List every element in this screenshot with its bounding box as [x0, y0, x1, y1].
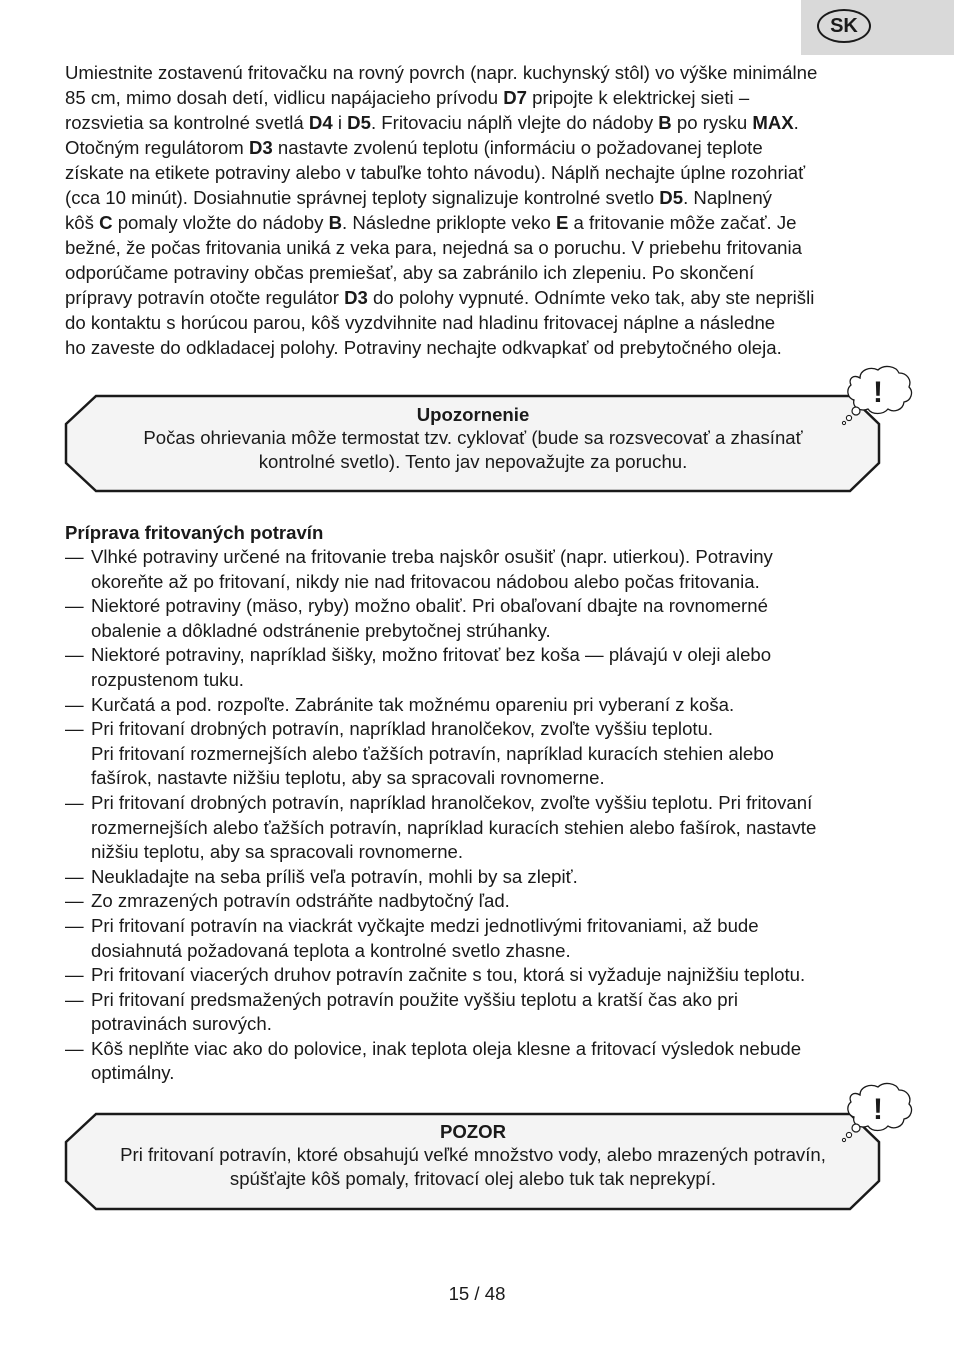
intro-line: [65, 85, 915, 110]
list-item-line: okoreňte až po fritovaní, nikdy nie nad fritovacou nádobou alebo počas fritovania.: [91, 570, 760, 592]
text-run: pomaly vložte do nádoby: [112, 212, 329, 233]
bold-reference: D5: [347, 112, 371, 133]
notice-text: [64, 426, 882, 474]
intro-line: [65, 60, 915, 85]
text-run: odporúčame potraviny občas premiešať, aby sa zabránilo ich zlepeniu. Po skončení: [65, 262, 755, 283]
list-item-line: rozpustenom tuku.: [91, 668, 244, 690]
bold-reference: D3: [248, 137, 273, 158]
list-item-line: Niektoré potraviny, napríklad šišky, možno fritovať bez koša — plávajú v oleji alebo: [91, 644, 772, 666]
list-item-line: Pri fritovaní rozmernejších alebo ťažších potravín, napríklad kuracích stehien alebo: [91, 742, 774, 764]
list-item-line: Neukladajte na seba príliš veľa potravín, mohli by sa zlepiť.: [91, 865, 578, 887]
dash-marker: —: [65, 914, 84, 936]
text-run: pripojte k elektrickej sieti –: [527, 87, 750, 108]
text-run: .: [793, 112, 799, 133]
notice-line: kontrolné svetlo). Tento jav nepovažujte za poruchu.: [258, 451, 688, 472]
text-run: do polohy vypnuté. Odnímte veko tak, aby ste neprišli: [367, 287, 815, 308]
notice-line: Pri fritovaní potravín, ktoré obsahujú veľké množstvo vody, alebo mrazených potravín,: [120, 1144, 826, 1165]
list-item: [65, 865, 925, 890]
intro-line: [65, 260, 915, 285]
list-item-line: Pri fritovaní predsmažených potravín použite vyššiu teplotu a kratší čas ako pri: [91, 988, 738, 1010]
exclamation-icon: !: [873, 1093, 883, 1126]
text-run: (cca 10 minút). Dosiahnutie správnej teploty signalizuje kontrolné svetlo: [65, 187, 660, 208]
text-run: . Fritovaciu náplň vlejte do nádoby: [370, 112, 659, 133]
intro-line: [65, 210, 915, 235]
list-item: [65, 693, 925, 718]
list-item: [65, 594, 925, 643]
warning-cloud-icon: [838, 1082, 914, 1149]
list-item: [65, 889, 925, 914]
list-item: [65, 643, 925, 692]
list-item: [65, 1037, 925, 1086]
text-run: Umiestnite zostavenú fritovačku na rovný povrch (napr. kuchynský stôl) vo výške minimálne: [65, 62, 818, 83]
bold-reference: C: [99, 212, 113, 233]
list-item: [65, 914, 925, 963]
intro-line: [65, 310, 915, 335]
dash-marker: —: [65, 693, 84, 715]
notice-title: POZOR: [439, 1121, 507, 1142]
list-item-line: Niektoré potraviny (mäso, ryby) možno obaliť. Pri obaľovaní dbajte na rovnomerné: [91, 595, 768, 617]
dash-marker: —: [65, 890, 84, 912]
dash-marker: —: [65, 791, 84, 813]
preparation-list: [65, 545, 925, 1086]
dash-marker: —: [65, 546, 84, 567]
text-run: kôš: [65, 212, 100, 233]
intro-line: [65, 185, 915, 210]
intro-line: [65, 110, 915, 135]
bold-reference: D7: [503, 87, 528, 108]
bold-reference: D4: [308, 112, 333, 133]
dash-marker: —: [65, 595, 84, 617]
intro-line: [65, 285, 915, 310]
list-item-line: Kôš neplňte viac ako do polovice, inak teplota oleja klesne a fritovací výsledok nebude: [91, 1037, 802, 1059]
text-run: . Následne priklopte veko: [342, 212, 556, 233]
text-run: získate na etikete potraviny alebo v tabuľke tohto návodu). Náplň nechajte úplne rozohriať: [65, 162, 806, 183]
text-run: po rysku: [671, 112, 753, 133]
text-run: bežné, že počas fritovania uniká z veka para, nejedná sa o poruchu. V priebehu fritovania: [65, 237, 802, 258]
bold-reference: D3: [344, 287, 368, 308]
list-item-line: nižšiu teplotu, aby sa spracovali rovnomerne.: [91, 841, 464, 863]
bold-reference: B: [328, 212, 343, 233]
dash-marker: —: [65, 988, 84, 1010]
dash-marker: —: [65, 964, 84, 986]
intro-line: [65, 135, 915, 160]
page-number: 15 / 48: [448, 1283, 506, 1304]
list-item: [65, 717, 925, 791]
list-item-line: rozmernejších alebo ťažších potravín, napríklad kuracích stehien alebo fašírok, nastavte: [91, 816, 817, 838]
text-run: 85 cm, mimo dosah detí, vidlicu napájacieho prívodu: [65, 87, 504, 108]
list-item-line: Pri fritovaní drobných potravín, napríklad hranolčekov, zvoľte vyššiu teplotu. Pri fritovaní: [91, 791, 813, 813]
bold-reference: E: [555, 212, 569, 233]
notice-title: Upozornenie: [416, 404, 530, 425]
dash-marker: —: [65, 1037, 84, 1059]
bold-reference: B: [658, 112, 672, 133]
bold-reference: MAX: [752, 112, 794, 133]
bold-reference: D5: [659, 187, 684, 208]
list-item-line: fašírok, nastavte nižšiu teplotu, aby sa spracovali rovnomerne.: [91, 767, 605, 789]
intro-line: [65, 235, 915, 260]
notice-text: [64, 1143, 882, 1191]
intro-paragraph: [65, 60, 915, 360]
list-item-line: Pri fritovaní potravín na viackrát vyčkajte medzi jednotlivými fritovaniami, až bude: [91, 914, 759, 936]
list-item: [65, 791, 925, 865]
text-run: i: [332, 112, 348, 133]
notice-upozornenie: [64, 394, 882, 493]
list-item-line: Zo zmrazených potravín odstráňte nadbytočný ľad.: [91, 890, 510, 912]
notice-line: spúšťajte kôš pomaly, fritovací olej alebo tuk tak neprekypí.: [229, 1168, 717, 1189]
list-item-line: Pri fritovaní drobných potravín, napríklad hranolčekov, zvoľte vyššiu teplotu.: [91, 718, 714, 740]
list-item: [65, 963, 925, 988]
list-item-line: Vlhké potraviny určené na fritovanie treba najskôr osušiť (napr. utierkou). Potraviny: [91, 546, 773, 567]
intro-line: [65, 335, 915, 360]
section-heading: Príprava fritovaných potravín: [65, 522, 324, 543]
list-item: [65, 988, 925, 1037]
text-run: . Naplnený: [683, 187, 772, 208]
dash-marker: —: [65, 718, 84, 740]
list-item-line: obalenie a dôkladné odstránenie prebytočnej strúhanky.: [91, 619, 551, 641]
dash-marker: —: [65, 865, 84, 887]
language-tab: [801, 0, 954, 55]
notice-pozor: [64, 1112, 882, 1211]
text-run: rozsvietia sa kontrolné svetlá: [65, 112, 309, 133]
text-run: Otočným regulátorom: [65, 137, 249, 158]
text-run: nastavte zvolenú teplotu (informáciu o požadovanej teplote: [272, 137, 763, 158]
text-run: a fritovanie môže začať. Je: [568, 212, 797, 233]
dash-marker: —: [65, 644, 84, 666]
text-run: prípravy potravín otočte regulátor: [65, 287, 345, 308]
exclamation-icon: !: [873, 376, 883, 409]
list-item-line: dosiahnutá požadovaná teplota a kontrolné svetlo zhasne.: [91, 939, 571, 961]
language-badge: SK: [817, 9, 871, 43]
list-item-line: optimálny.: [91, 1062, 175, 1084]
text-run: do kontaktu s horúcou parou, kôš vyzdvihnite nad hladinu fritovacej náplne a následne: [65, 312, 776, 333]
warning-cloud-icon: [838, 365, 914, 432]
text-run: ho zaveste do odkladacej polohy. Potraviny nechajte odkvapkať od prebytočného oleja.: [65, 337, 782, 358]
list-item-line: Kurčatá a pod. rozpoľte. Zabránite tak možnému opareniu pri vyberaní z koša.: [91, 693, 735, 715]
list-item-line: Pri fritovaní viacerých druhov potravín začnite s tou, ktorá si vyžaduje najnižšiu teplotu.: [91, 964, 806, 986]
intro-line: [65, 160, 915, 185]
list-item: [65, 545, 925, 594]
list-item-line: potravinách surových.: [91, 1013, 272, 1035]
notice-line: Počas ohrievania môže termostat tzv. cyklovať (bude sa rozsvecovať a zhasínať: [143, 427, 803, 448]
